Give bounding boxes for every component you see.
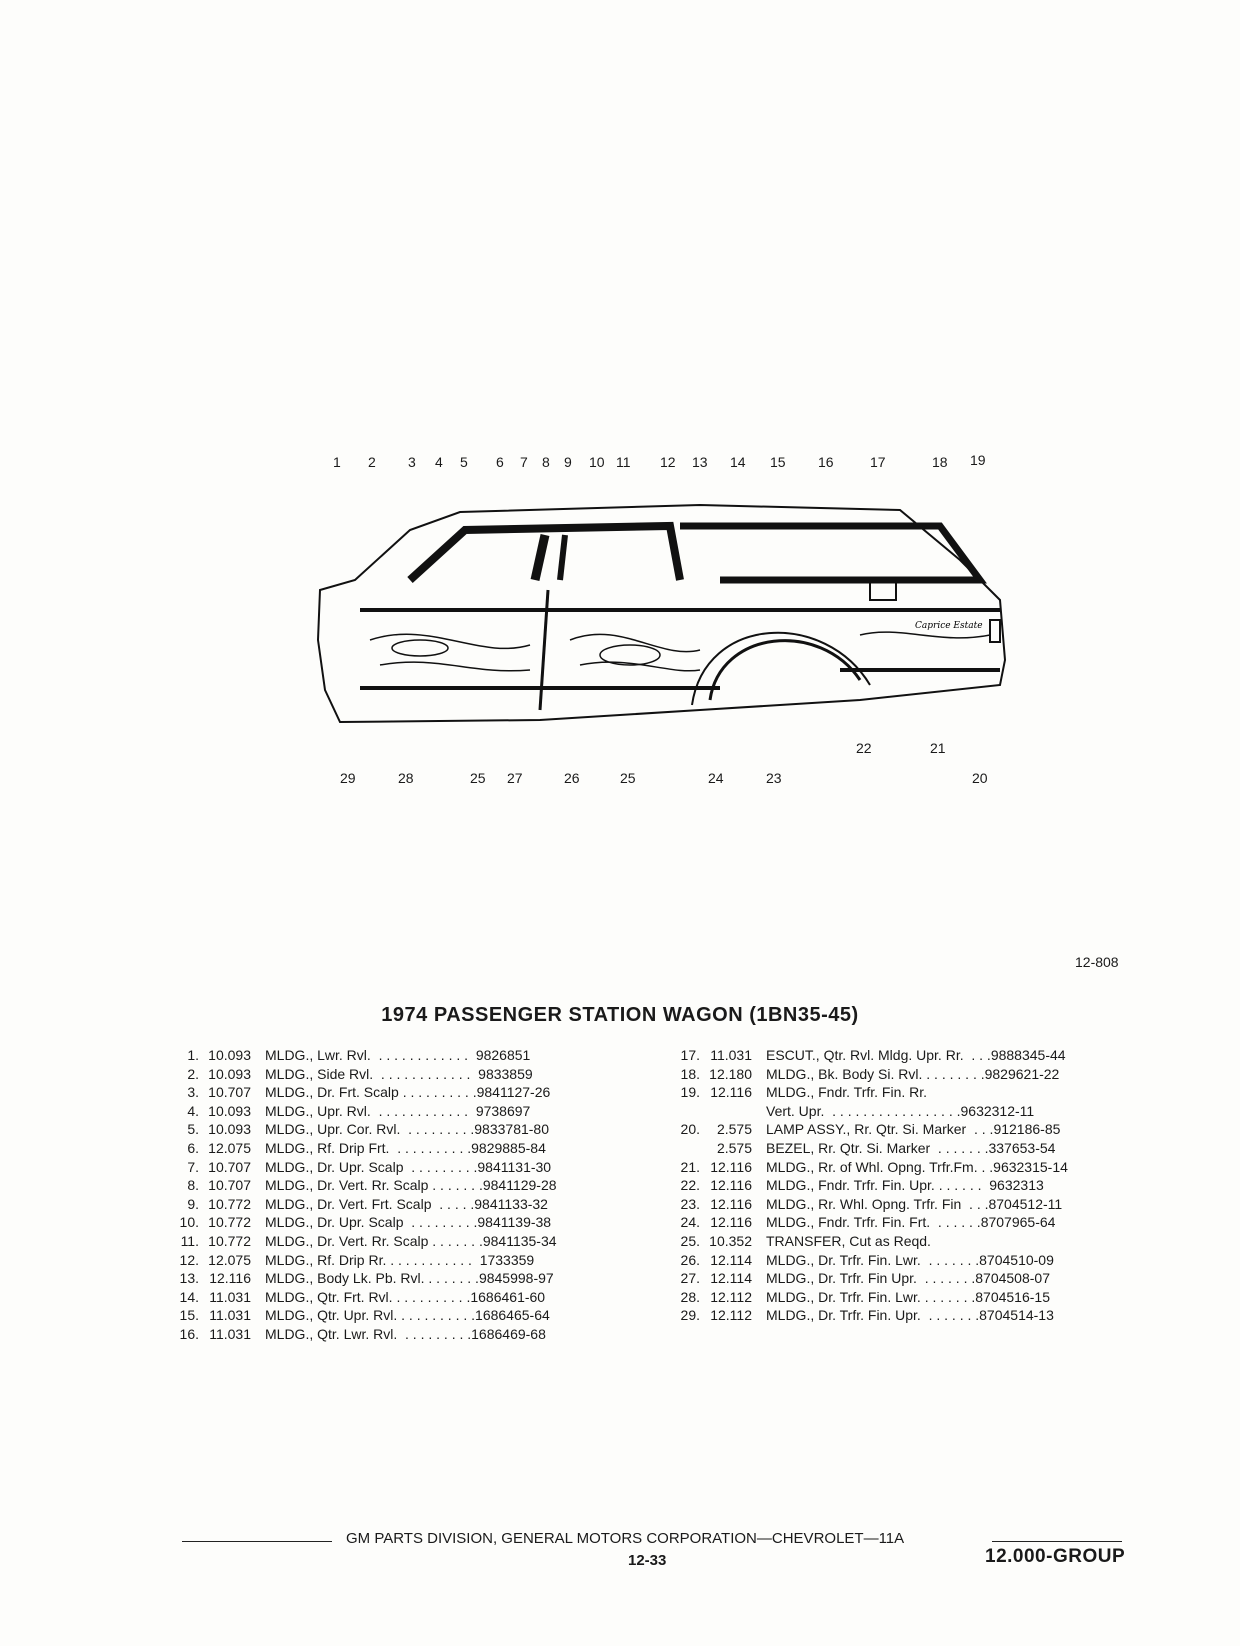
callout-22: 22 (856, 740, 872, 756)
callout-18: 18 (932, 454, 948, 470)
part-row (165, 1065, 660, 1084)
part-row (666, 1139, 1156, 1158)
part-group: 11.031 (209, 1288, 251, 1305)
page-number: 12-33 (628, 1552, 667, 1569)
part-row (165, 1288, 660, 1307)
part-description: MLDG., Qtr. Lwr. Rvl. . . . . . . . . .1686469-68 (265, 1325, 546, 1342)
callout-14: 14 (730, 454, 746, 470)
page-title: 1974 PASSENGER STATION WAGON (1BN35-45) (381, 1004, 859, 1026)
footer-rule-right (992, 1541, 1122, 1542)
part-description: MLDG., Dr. Frt. Scalp . . . . . . . . . .9841127-26 (265, 1084, 551, 1101)
part-description: Vert. Upr. . . . . . . . . . . . . . . . . .9632312-11 (766, 1102, 1035, 1119)
part-group: 10.093 (208, 1102, 251, 1119)
part-description: MLDG., Dr. Trfr. Fin. Lwr. . . . . . . .8704516-15 (766, 1288, 1050, 1305)
callout-15: 15 (770, 454, 786, 470)
part-row (165, 1120, 660, 1139)
part-description: MLDG., Dr. Vert. Rr. Scalp . . . . . . .9841129-28 (265, 1177, 557, 1194)
callout-7: 7 (520, 454, 528, 470)
part-description: MLDG., Upr. Rvl. . . . . . . . . . . . . 9738697 (265, 1102, 531, 1119)
part-row (666, 1102, 1156, 1121)
part-row (165, 1195, 660, 1214)
part-number: 19. (680, 1084, 700, 1101)
part-description: MLDG., Rr. Whl. Opng. Trfr. Fin . . .8704512-11 (766, 1195, 1063, 1212)
part-group: 10.093 (208, 1065, 251, 1082)
part-group: 11.031 (209, 1325, 251, 1342)
callout-6: 6 (496, 454, 504, 470)
part-description: MLDG., Fndr. Trfr. Fin. Frt. . . . . . .8707965-64 (766, 1214, 1056, 1231)
part-description: BEZEL, Rr. Qtr. Si. Marker . . . . . . .337653-54 (766, 1139, 1056, 1156)
part-number: 10. (179, 1214, 199, 1231)
part-group: 12.116 (209, 1270, 251, 1287)
part-number: 16. (179, 1325, 199, 1342)
part-group: 2.575 (716, 1121, 752, 1138)
part-number: 23. (680, 1195, 700, 1212)
part-group: 12.075 (208, 1251, 251, 1268)
part-row (165, 1158, 660, 1177)
callout-13: 13 (692, 454, 708, 470)
part-group: 10.772 (208, 1214, 251, 1231)
part-description: MLDG., Dr. Vert. Rr. Scalp . . . . . . .9841135-34 (265, 1232, 557, 1249)
callout-24: 24 (708, 770, 724, 786)
part-number: 24. (680, 1214, 700, 1231)
part-group: 10.093 (208, 1047, 251, 1063)
parts-list-right (666, 1046, 1156, 1325)
callout-29: 29 (340, 770, 356, 786)
part-group: 11.031 (209, 1307, 251, 1324)
part-number: 12. (179, 1251, 199, 1268)
part-row (666, 1120, 1156, 1139)
part-number: 22. (680, 1177, 700, 1194)
part-row (666, 1158, 1156, 1177)
part-number: 15. (179, 1307, 199, 1324)
group-label: 12.000-GROUP (985, 1546, 1126, 1567)
part-description: MLDG., Fndr. Trfr. Fin. Rr. (766, 1084, 928, 1101)
part-row (165, 1102, 660, 1121)
part-number: 9. (187, 1195, 199, 1212)
part-description: MLDG., Dr. Trfr. Fin. Upr. . . . . . . .8704514-13 (766, 1307, 1054, 1324)
part-number: 17. (680, 1047, 700, 1063)
callout-4: 4 (435, 454, 443, 470)
part-number: 1. (187, 1047, 199, 1063)
part-number: 26. (680, 1251, 700, 1268)
part-description: MLDG., Rf. Drip Frt. . . . . . . . . . .9829885-84 (265, 1139, 546, 1156)
part-description: MLDG., Dr. Vert. Frt. Scalp . . . . .9841133-32 (265, 1195, 548, 1212)
footer-rule-left (182, 1541, 332, 1542)
callout-20: 20 (972, 770, 988, 786)
part-description: MLDG., Dr. Upr. Scalp . . . . . . . . .9841131-30 (265, 1158, 552, 1175)
callout-12: 12 (660, 454, 676, 470)
part-group: 12.112 (710, 1307, 752, 1324)
part-group: 12.114 (710, 1251, 752, 1268)
part-row (165, 1269, 660, 1288)
callout-26: 26 (564, 770, 580, 786)
part-number: 13. (179, 1270, 199, 1287)
part-number: 27. (680, 1270, 700, 1287)
part-row (666, 1306, 1156, 1325)
part-group: 12.112 (710, 1288, 752, 1305)
part-number: 3. (187, 1084, 199, 1101)
part-number: 29. (680, 1307, 700, 1324)
part-description: MLDG., Rf. Drip Rr. . . . . . . . . . . . 1733359 (265, 1251, 535, 1268)
part-number (666, 1139, 700, 1158)
part-row (165, 1176, 660, 1195)
callout-27: 27 (507, 770, 523, 786)
station-wagon-diagram (300, 452, 1060, 790)
callout-2: 2 (368, 454, 376, 470)
part-row (165, 1251, 660, 1270)
part-group: 10.707 (208, 1177, 251, 1194)
part-group: 10.352 (709, 1232, 752, 1249)
part-row (666, 1065, 1156, 1084)
part-number: 21. (680, 1158, 700, 1175)
script-badge: Caprice Estate (915, 621, 983, 631)
part-row (666, 1046, 1156, 1065)
part-description: MLDG., Dr. Trfr. Fin. Lwr. . . . . . . .8704510-09 (766, 1251, 1054, 1268)
part-description: MLDG., Upr. Cor. Rvl. . . . . . . . . .9833781-80 (265, 1121, 549, 1138)
part-description: MLDG., Dr. Upr. Scalp . . . . . . . . .9841139-38 (265, 1214, 552, 1231)
part-description: ESCUT., Qtr. Rvl. Mldg. Upr. Rr. . . .9888345-44 (766, 1047, 1066, 1063)
part-number: 20. (680, 1121, 700, 1138)
part-row (666, 1195, 1156, 1214)
part-group: 12.180 (709, 1065, 752, 1082)
part-group: 10.093 (208, 1121, 251, 1138)
part-description: MLDG., Qtr. Frt. Rvl. . . . . . . . . . .1686461-60 (265, 1288, 546, 1305)
part-row (165, 1083, 660, 1102)
part-number (666, 1102, 700, 1121)
part-number: 25. (680, 1232, 700, 1249)
callout-16: 16 (818, 454, 834, 470)
part-description: MLDG., Bk. Body Si. Rvl. . . . . . . . .9829621-22 (766, 1065, 1060, 1082)
part-row (666, 1232, 1156, 1251)
part-group: 2.575 (716, 1139, 752, 1156)
part-group: 11.031 (710, 1047, 752, 1063)
callout-21: 21 (930, 740, 946, 756)
callout-11: 11 (616, 454, 631, 470)
part-description: MLDG., Lwr. Rvl. . . . . . . . . . . . . 9826851 (265, 1047, 531, 1063)
part-group: 10.772 (208, 1232, 251, 1249)
part-row (165, 1325, 660, 1344)
parts-list-left (165, 1046, 660, 1344)
part-group: 10.772 (208, 1195, 251, 1212)
part-number: 8. (187, 1177, 199, 1194)
callout-8: 8 (542, 454, 550, 470)
callout-23: 23 (766, 770, 782, 786)
part-description: MLDG., Side Rvl. . . . . . . . . . . . . 9833859 (265, 1065, 533, 1082)
figure-id: 12-808 (1075, 954, 1119, 970)
part-number: 7. (187, 1158, 199, 1175)
callout-9: 9 (564, 454, 572, 470)
part-description: MLDG., Qtr. Upr. Rvl. . . . . . . . . . .1686465-64 (265, 1307, 550, 1324)
wagon-illustration (300, 460, 1060, 790)
part-description: MLDG., Fndr. Trfr. Fin. Upr. . . . . . . 9632313 (766, 1177, 1044, 1194)
part-group: 10.707 (208, 1084, 251, 1101)
part-group: 12.116 (710, 1158, 752, 1175)
callout-28: 28 (398, 770, 414, 786)
part-row (165, 1306, 660, 1325)
part-group: 12.116 (710, 1084, 752, 1101)
part-group: 12.075 (208, 1139, 251, 1156)
footer-text: GM PARTS DIVISION, GENERAL MOTORS CORPORATION—CHEVROLET—11A (340, 1530, 910, 1547)
part-row (165, 1139, 660, 1158)
part-row (165, 1046, 660, 1065)
part-group: 12.116 (710, 1214, 752, 1231)
part-row (666, 1083, 1156, 1102)
callout-3: 3 (408, 454, 416, 470)
part-row (666, 1269, 1156, 1288)
callout-25a: 25 (470, 770, 486, 786)
part-row (666, 1176, 1156, 1195)
part-number: 11. (180, 1232, 199, 1249)
part-row (666, 1251, 1156, 1270)
part-number: 4. (187, 1102, 199, 1119)
callout-19: 19 (970, 452, 986, 468)
callout-25b: 25 (620, 770, 636, 786)
part-row (165, 1213, 660, 1232)
part-number: 5. (187, 1121, 199, 1138)
part-description: LAMP ASSY., Rr. Qtr. Si. Marker . . .912186-85 (766, 1121, 1061, 1138)
part-number: 2. (187, 1065, 199, 1082)
part-description: MLDG., Dr. Trfr. Fin Upr. . . . . . . .8704508-07 (766, 1270, 1050, 1287)
callout-1: 1 (333, 454, 341, 470)
part-group: 12.116 (710, 1195, 752, 1212)
part-number: 6. (187, 1139, 199, 1156)
callout-17: 17 (870, 454, 886, 470)
part-group: 12.114 (710, 1270, 752, 1287)
part-number: 18. (680, 1065, 700, 1082)
part-row (666, 1213, 1156, 1232)
callout-5: 5 (460, 454, 468, 470)
part-group: 10.707 (208, 1158, 251, 1175)
part-description: MLDG., Rr. of Whl. Opng. Trfr.Fm. . .9632315-14 (766, 1158, 1068, 1175)
part-number: 28. (680, 1288, 700, 1305)
part-description: TRANSFER, Cut as Reqd. (766, 1232, 931, 1249)
part-group (700, 1102, 752, 1121)
part-number: 14. (179, 1288, 199, 1305)
part-row (666, 1288, 1156, 1307)
part-group: 12.116 (710, 1177, 752, 1194)
part-description: MLDG., Body Lk. Pb. Rvl. . . . . . . .9845998-97 (265, 1270, 554, 1287)
callout-10: 10 (589, 454, 605, 470)
part-row (165, 1232, 660, 1251)
